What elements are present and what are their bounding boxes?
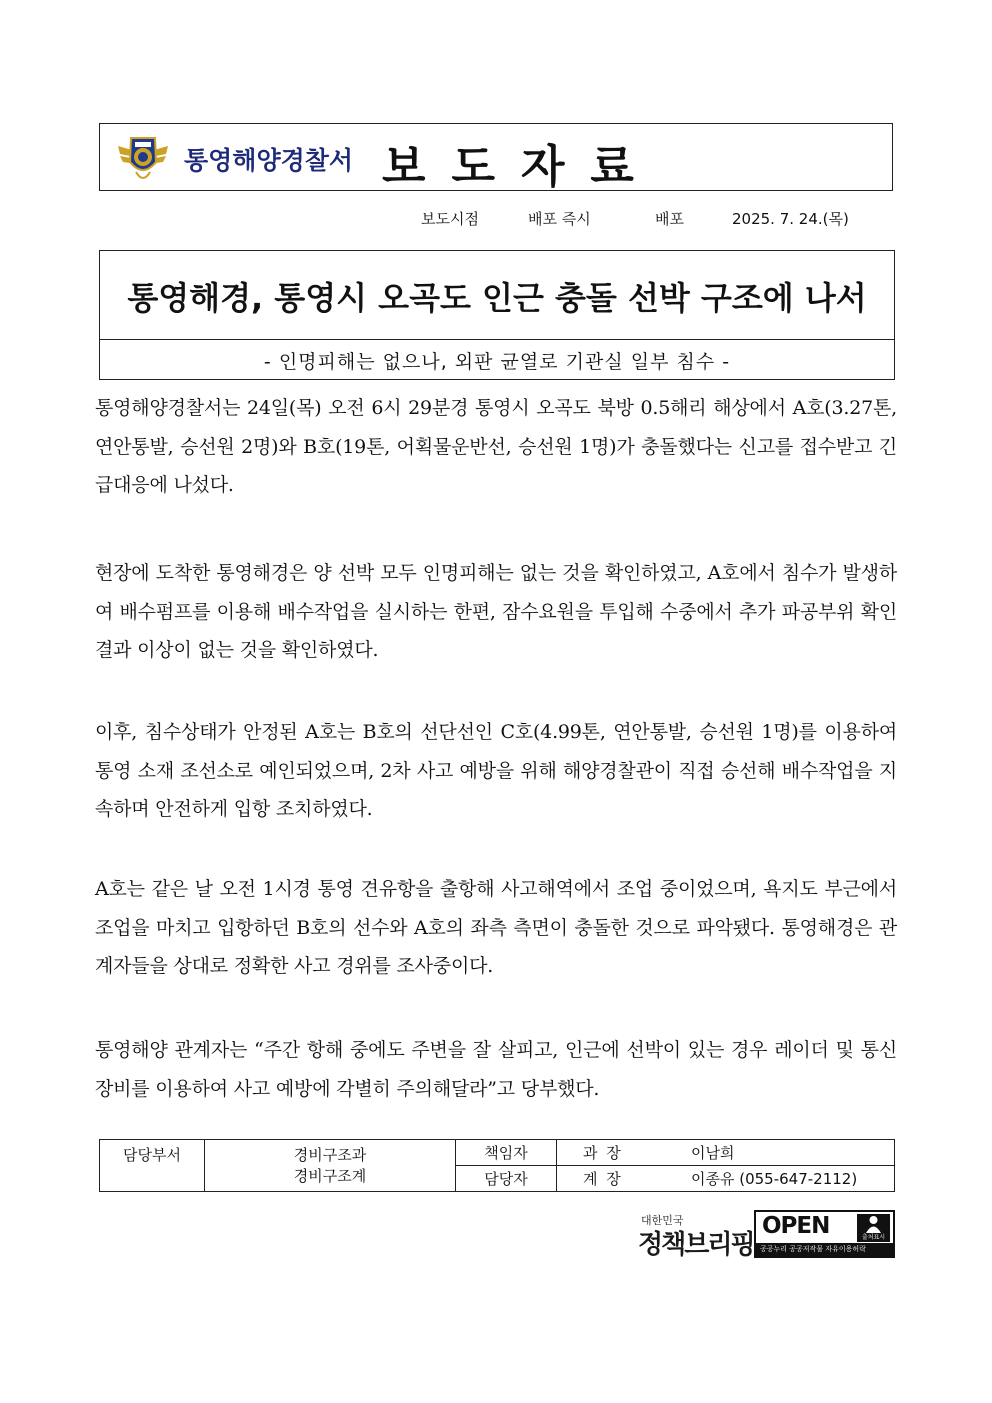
attribution-person-icon bbox=[857, 1214, 890, 1242]
brief-big-text: 정책브리핑 bbox=[638, 1230, 754, 1260]
dept-line: 경비구조과 bbox=[293, 1145, 367, 1164]
open-license-strip: 공공누리 공공저작물 자유이용허락 bbox=[756, 1243, 893, 1256]
staff-name: 이종유 (055-647-2112) bbox=[691, 1170, 858, 1188]
contact-table bbox=[99, 1139, 895, 1192]
headline-divider bbox=[100, 339, 894, 340]
chief-role: 과 장 bbox=[583, 1144, 623, 1162]
release-date-value: 2025. 7. 24.(목) bbox=[732, 210, 849, 228]
dept-label: 담당부서 bbox=[100, 1140, 205, 1192]
release-date-label: 배포 bbox=[655, 210, 684, 228]
headline-box bbox=[99, 250, 895, 380]
headline-title: 통영해경, 통영시 오곡도 인근 충돌 선박 구조에 나서 bbox=[127, 279, 867, 317]
staff-role: 계 장 bbox=[583, 1170, 623, 1188]
kogl-open-badge bbox=[754, 1210, 895, 1258]
person-icon bbox=[857, 1214, 890, 1234]
body-paragraph: 현장에 도착한 통영해경은 양 선박 모두 인명피해는 없는 것을 확인하였고, A호에서 침수가 발생하여 배수펌프를 이용해 배수작업을 실시하는 한편, 잠수요원을 투입해 수중에서 추가 파공부위 확인 결과 이상이 없는 것을 확인하였다. bbox=[95, 562, 897, 661]
staff-label: 담당자 bbox=[456, 1166, 557, 1192]
press-header bbox=[99, 123, 893, 191]
brief-small-text: 대한민국 bbox=[641, 1214, 684, 1227]
chief-name: 이남희 bbox=[691, 1144, 735, 1162]
release-time-label: 보도시점 bbox=[421, 210, 479, 228]
headline-subtitle: - 인명피해는 없으나, 외판 균열로 기관실 일부 침수 - bbox=[263, 351, 731, 373]
body-paragraph: 이후, 침수상태가 안정된 A호는 B호의 선단선인 C호(4.99톤, 연안통발, 승선원 1명)를 이용하여 통영 소재 조선소로 예인되었으며, 2차 사고 예방을 위해 해양경찰관이 직접 승선해 배수작업을 지속하며 안전하게 입항 조치하였다. bbox=[95, 721, 897, 820]
policy-briefing-logo bbox=[638, 1212, 754, 1260]
chief-cell bbox=[557, 1140, 895, 1166]
org-name: 통영해양경찰서 bbox=[184, 146, 354, 175]
chief-label: 책임자 bbox=[456, 1140, 557, 1166]
body-paragraph: 통영해양 관계자는 “주간 항해 중에도 주변을 잘 살피고, 인근에 선박이 있는 경우 레이더 및 통신장비를 이용하여 사고 예방에 각별히 주의해달라”고 당부했다. bbox=[95, 1039, 897, 1100]
body-paragraph: 통영해양경찰서는 24일(목) 오전 6시 29분경 통영시 오곡도 북방 0.5해리 해상에서 A호(3.27톤, 연안통발, 승선원 2명)와 B호(19톤, 어획물운반선, 승선원 1명)가 충돌했다는 신고를 접수받고 긴급대응에 나섰다. bbox=[95, 397, 897, 496]
staff-cell bbox=[557, 1166, 895, 1192]
body-paragraph: A호는 같은 날 오전 1시경 통영 견유항을 출항해 사고해역에서 조업 중이었으며, 욕지도 부근에서 조업을 마치고 입항하던 B호의 선수와 A호의 좌측 측면이 충돌한 것으로 파악됐다. 통영해경은 관계자들을 상대로 정확한 사고 경위를 조사중이다. bbox=[95, 878, 897, 977]
open-icon-label: 출처표시 bbox=[861, 1234, 886, 1241]
open-word: OPEN bbox=[762, 1213, 830, 1239]
dept-line: 경비구조계 bbox=[293, 1166, 367, 1185]
coast-guard-emblem-icon bbox=[116, 132, 170, 184]
dept-name bbox=[205, 1140, 456, 1192]
doc-title: 보도자료 bbox=[382, 140, 660, 193]
release-time-value: 배포 즉시 bbox=[528, 210, 591, 228]
